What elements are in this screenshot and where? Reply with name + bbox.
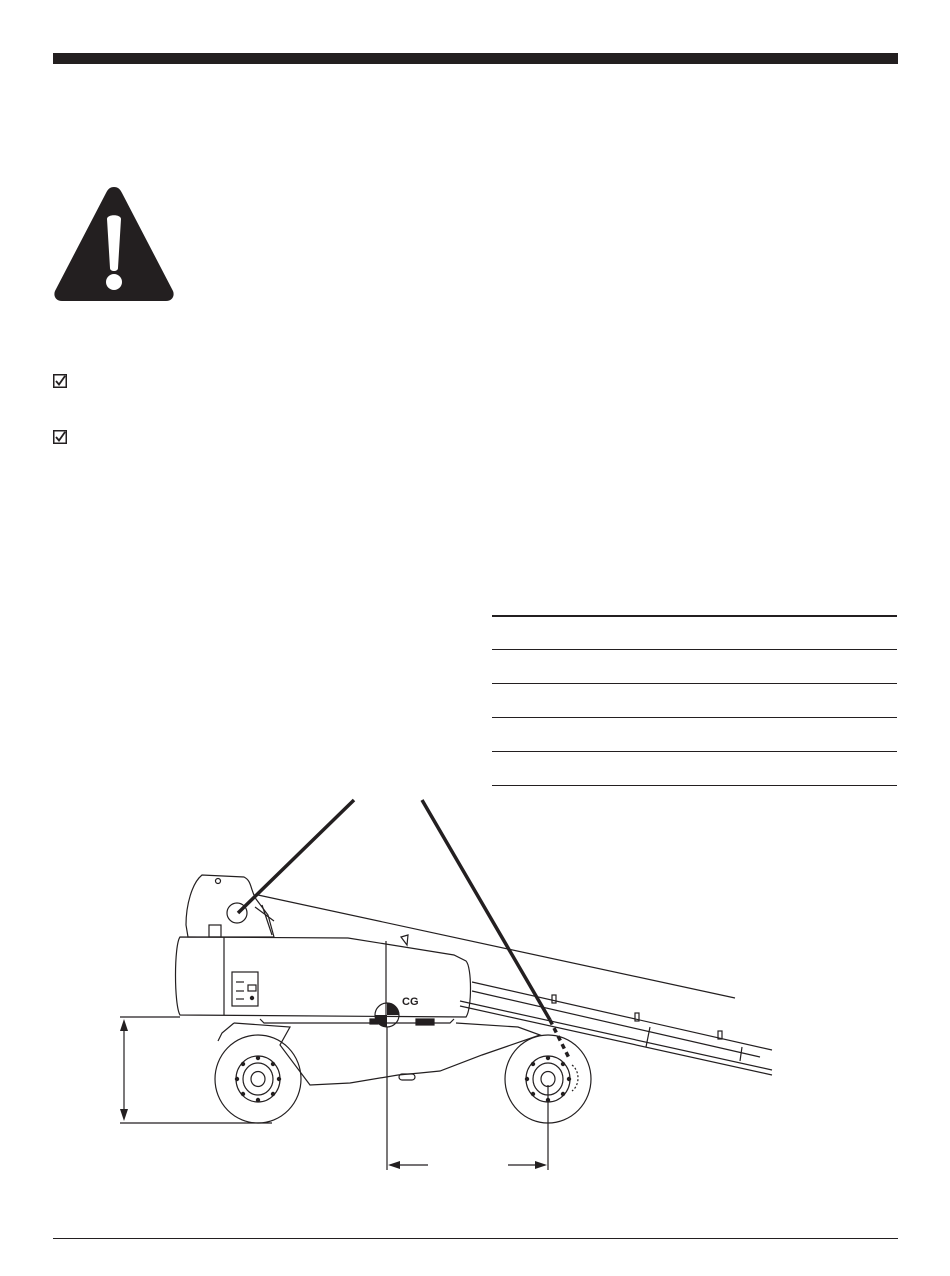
- callout-line: [238, 800, 354, 913]
- callout-line: [422, 800, 550, 1020]
- table-row: [492, 650, 897, 684]
- table-row: [492, 718, 897, 752]
- table-row: [492, 684, 897, 718]
- blank-table: [492, 615, 897, 786]
- cg-label: CG: [402, 996, 419, 1008]
- boom-lift-side-diagram: [110, 795, 790, 1180]
- header-rule: [53, 53, 898, 64]
- checked-box-icon: [53, 374, 67, 388]
- checked-box-icon: [53, 430, 67, 444]
- footer-rule: [53, 1238, 898, 1239]
- table-row: [492, 615, 897, 650]
- warning-triangle-icon: [52, 183, 176, 303]
- table-row: [492, 752, 897, 786]
